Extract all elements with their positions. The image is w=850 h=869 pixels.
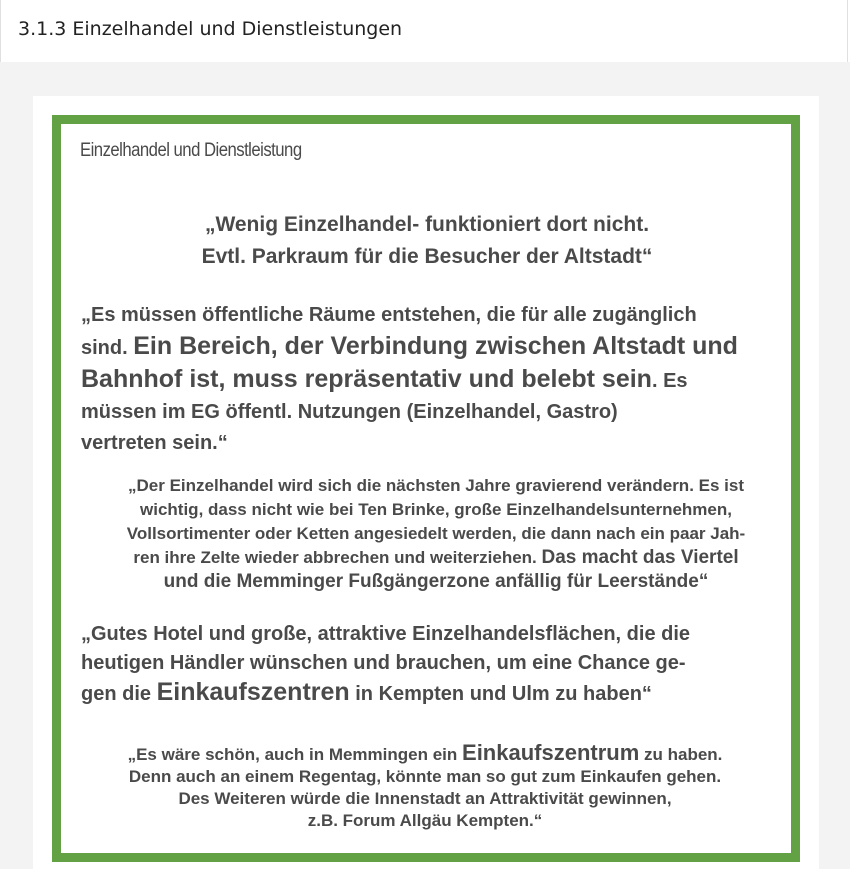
quote-line: „Wenig Einzelhandel- funktioniert dort nicht. [204,213,650,236]
document-heading: Einzelhandel und Dienstleistung [80,140,302,161]
quote-line: müssen im EG öffentl. Nutzungen (Einzelhandel, Gastro) [81,401,618,423]
quote-highlight: Bahnhof ist, muss repräsentativ und belebt sein [81,365,652,393]
quote-highlight: Einkaufszentrum [462,740,640,765]
quote-text: zu haben. [639,745,723,764]
quote-line: Vollsortimenter oder Ketten angesiedelt werden, die dann nach ein paar Jah- [126,524,746,543]
quote-text: in Kempten und Ulm zu haben“ [349,683,652,705]
quote-line: wichtig, dass nicht wie bei Ten Brinke, große Einzelhandelsunternehmen, [140,500,732,519]
quote-2 [81,300,738,459]
section-title: 3.1.3 Einzelhandel und Dienstleistungen [18,18,403,40]
quote-line: Des Weiteren würde die Innenstadt an Attraktivität gewinnen, [178,789,672,808]
quote-highlight: Einkaufszentren [156,678,350,706]
quote-highlight: Das macht das Viertel [541,547,739,568]
section-header [0,0,848,62]
quote-line: heutigen Händler wünschen und brauchen, um eine Chance ge- [81,652,686,674]
quote-line: „Der Einzelhandel wird sich die nächsten Jahre gravierend verändern. Es ist [128,476,744,495]
quote-5 [0,742,850,832]
quote-1 [0,209,850,273]
quote-text: . Es [651,370,688,392]
quote-3 [98,474,774,594]
quote-line: z.B. Forum Allgäu Kempten.“ [307,811,543,830]
quote-4 [81,620,690,709]
quote-text: „Es wäre schön, auch in Memmingen ein [127,745,463,764]
quote-line: „Es müssen öffentliche Räume entstehen, die für alle zugänglich [81,304,697,326]
quote-line: vertreten sein.“ [81,432,228,454]
quote-line: „Gutes Hotel und große, attraktive Einzelhandelsflächen, die die [81,623,691,645]
quote-highlight: und die Memminger Fußgängerzone anfällig für Leerstände“ [163,571,709,592]
quote-highlight: Ein Bereich, der Verbindung zwischen Altstadt und [133,332,738,360]
quote-line: Evtl. Parkraum für die Besucher der Altstadt“ [201,245,653,268]
quote-line: Denn auch an einem Regentag, könnte man so gut zum Einkaufen gehen. [128,767,722,786]
quote-text: gen die [81,683,157,705]
quote-text: ren ihre Zelte wieder abbrechen und weiterziehen. [133,548,542,567]
quote-text: sind. [81,337,134,359]
